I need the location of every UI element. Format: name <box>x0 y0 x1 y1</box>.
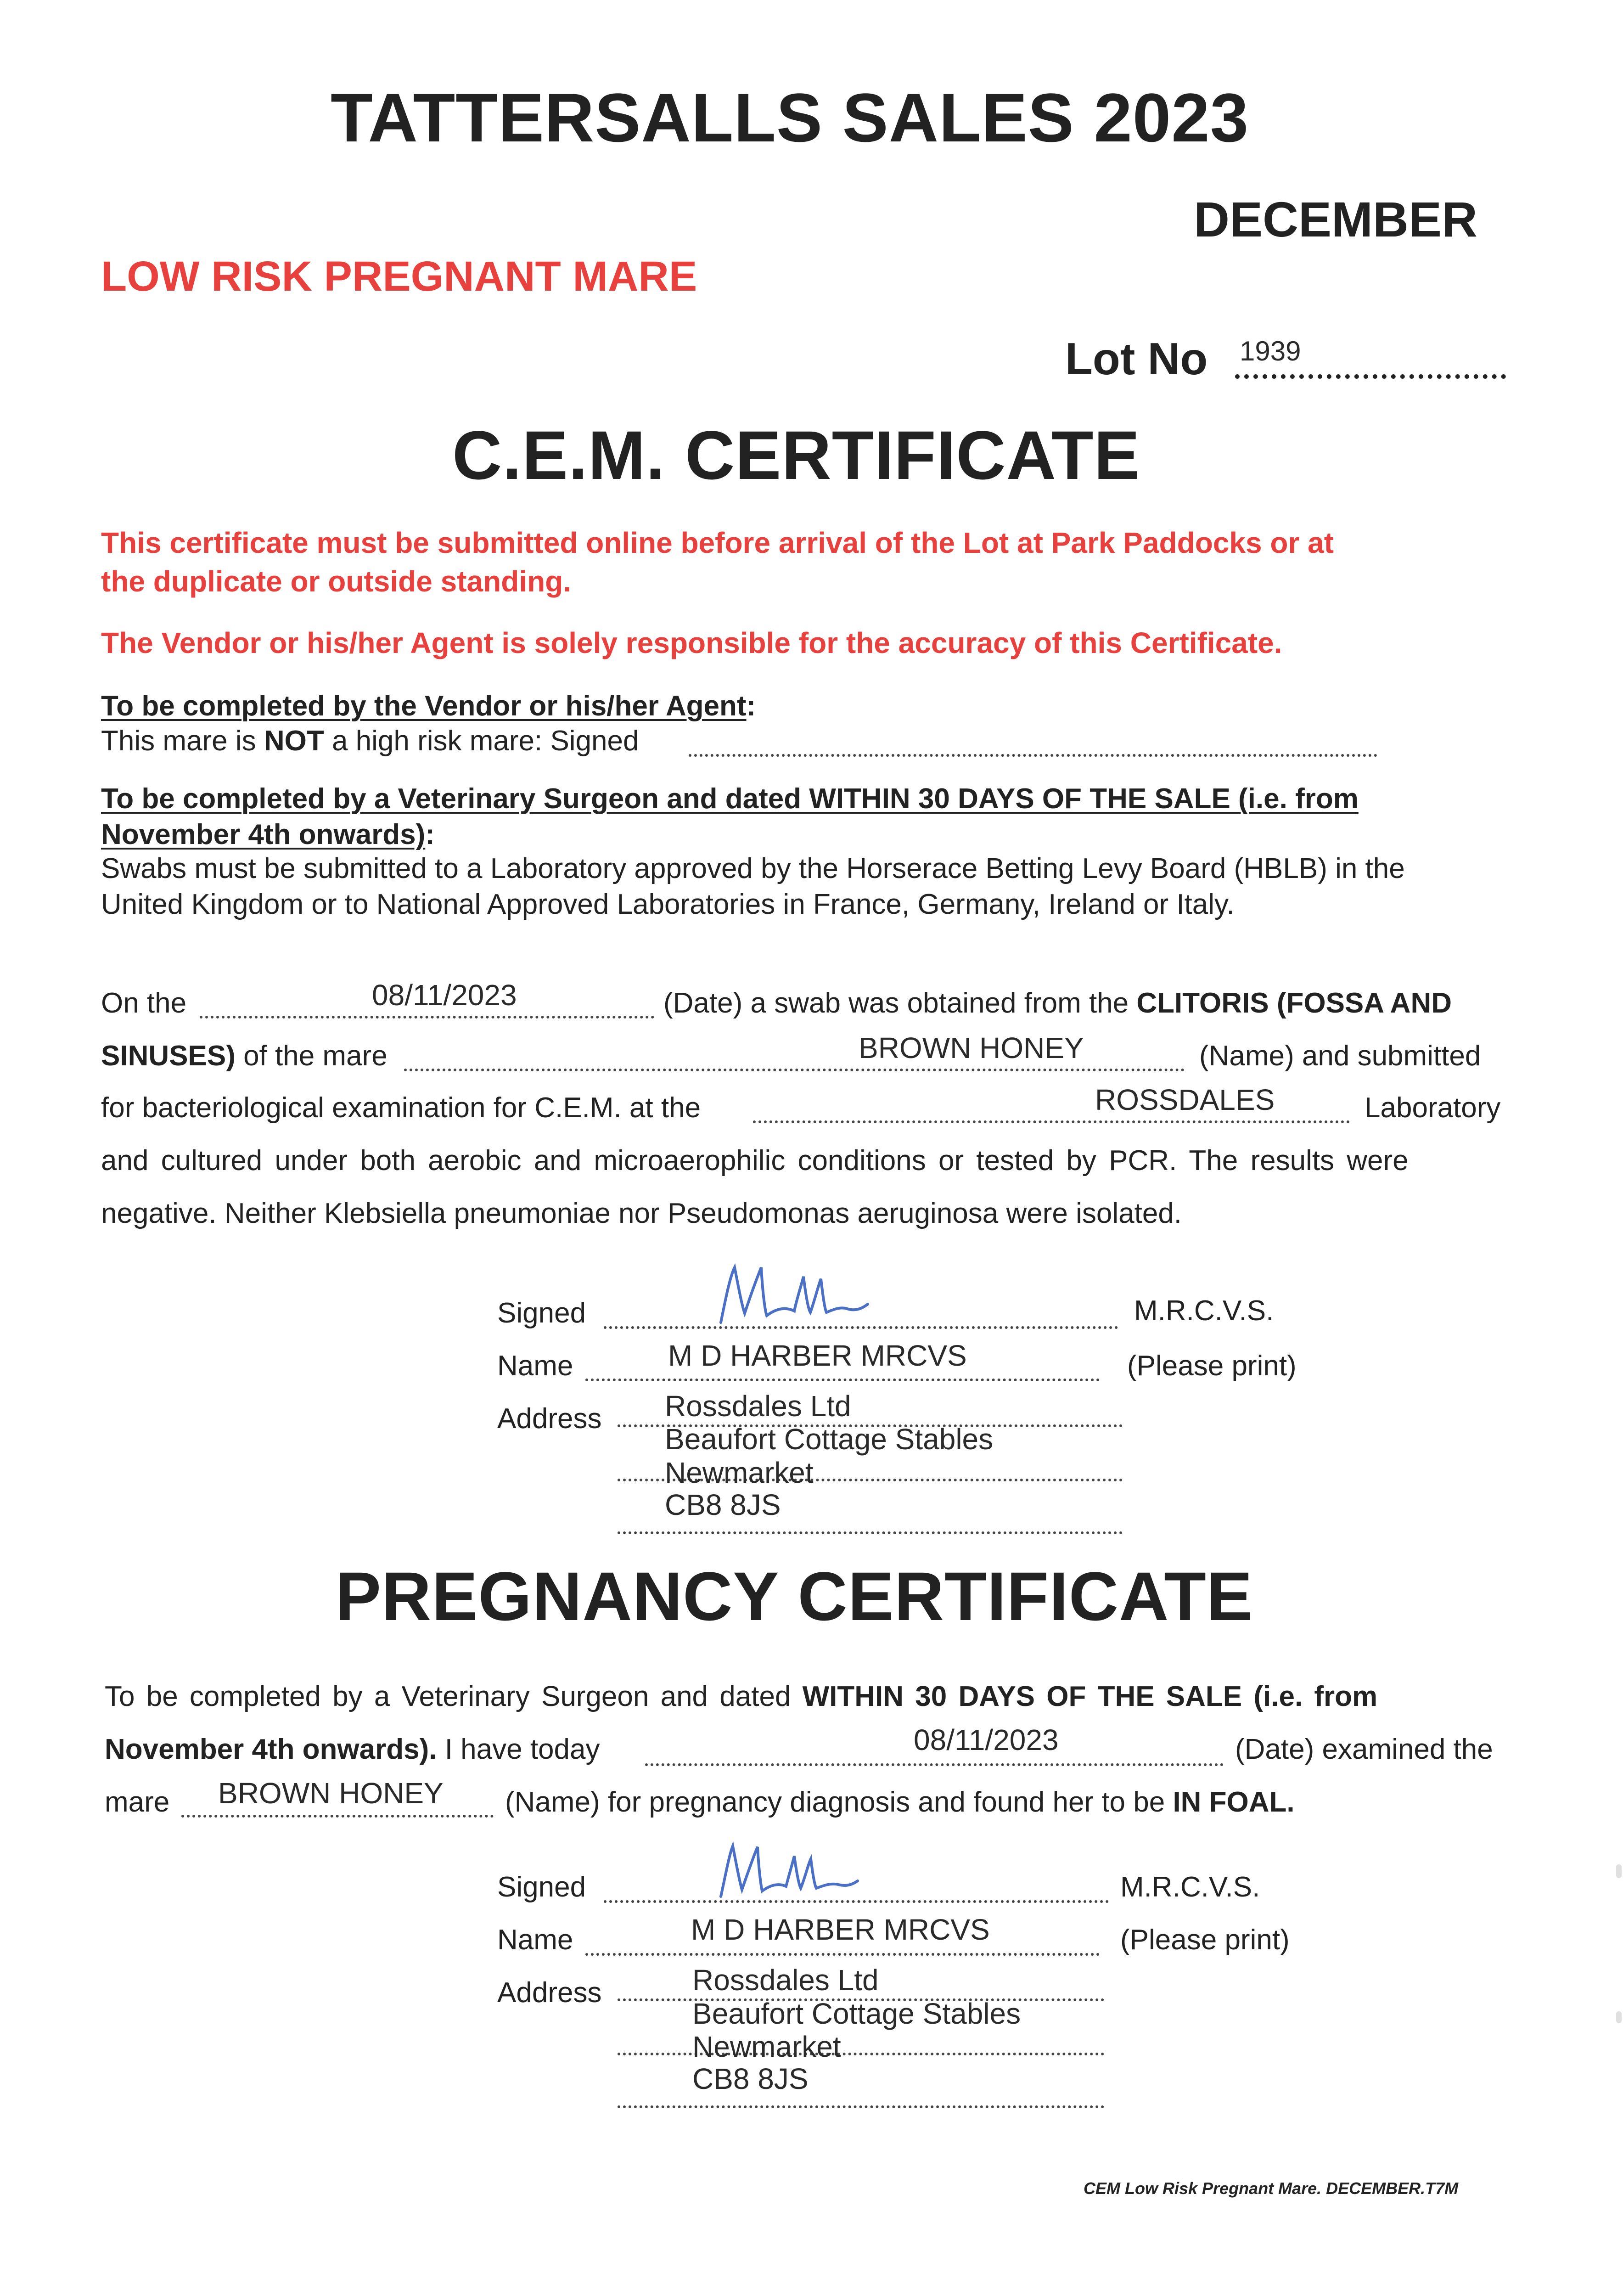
preg-signature-image <box>716 1837 863 1901</box>
scan-edge-mark <box>1616 1864 1622 1878</box>
cem-address-1: Rossdales Ltd <box>665 1390 851 1423</box>
preg-vet-name: M D HARBER MRCVS <box>691 1913 990 1946</box>
culture-text: and cultured under both aerobic and microaerophilic conditions or tested by PCR. The results were <box>101 1145 1409 1176</box>
vet-heading-line2: November 4th onwards): <box>101 819 435 850</box>
notice-vendor-responsibility: The Vendor or his/her Agent is solely responsible for the accuracy of this Certificate. <box>101 626 1282 659</box>
preg-mare-label: mare <box>105 1786 170 1818</box>
cem-mrcvs-label: M.R.C.V.S. <box>1134 1295 1274 1327</box>
cem-signature-image <box>716 1258 882 1327</box>
preg-mare-name: BROWN HONEY <box>218 1777 444 1810</box>
preg-mrcvs-label: M.R.C.V.S. <box>1120 1871 1260 1903</box>
lot-label: Lot No <box>1065 333 1208 384</box>
preg-mare-line <box>181 1815 494 1818</box>
bacteriological-text: for bacteriological examination for C.E.M. at the <box>101 1092 701 1124</box>
preg-line2-start: November 4th onwards). I have today <box>105 1733 600 1765</box>
cem-name-label: Name <box>497 1350 573 1382</box>
notice-submit-line2: the duplicate or outside standing. <box>101 565 572 598</box>
vendor-signature-line <box>689 754 1377 757</box>
risk-category: LOW RISK PREGNANT MARE <box>101 253 697 300</box>
cem-address-4: CB8 8JS <box>665 1488 781 1521</box>
cem-address-3: Newmarket <box>665 1456 814 1489</box>
name-submitted-text: (Name) and submitted <box>1199 1040 1481 1072</box>
cem-please-print: (Please print) <box>1127 1350 1297 1382</box>
cem-name-line <box>585 1379 1100 1381</box>
cem-signed-label: Signed <box>497 1297 586 1329</box>
swab-obtained-text: (Date) a swab was obtained from the CLITORIS (FOSSA AND <box>663 987 1452 1019</box>
cem-title: C.E.M. CERTIFICATE <box>452 416 1140 494</box>
preg-address-line2 <box>618 2053 1104 2055</box>
swab-sinuses-text: SINUSES) of the mare <box>101 1040 387 1072</box>
preg-name-label: Name <box>497 1924 573 1956</box>
preg-please-print: (Please print) <box>1120 1924 1290 1956</box>
lot-number-line <box>1235 374 1506 379</box>
preg-address-line3 <box>618 2105 1104 2108</box>
preg-address-4: CB8 8JS <box>692 2062 809 2095</box>
swab-date: 08/11/2023 <box>372 979 517 1012</box>
preg-line1: To be completed by a Veterinary Surgeon and dated WITHIN 30 DAYS OF THE SALE (i.e. from <box>105 1681 1378 1712</box>
swab-requirement-line1: Swabs must be submitted to a Laboratory approved by the Horserace Betting Levy Board (HBLB) in the <box>101 853 1405 884</box>
negative-result-text: negative. Neither Klebsiella pneumoniae nor Pseudomonas aeruginosa were isolated. <box>101 1198 1182 1229</box>
preg-signed-label: Signed <box>497 1871 586 1903</box>
cem-mare-name: BROWN HONEY <box>859 1031 1084 1064</box>
mare-name-line <box>404 1069 1185 1071</box>
preg-address-3: Newmarket <box>692 2030 841 2063</box>
laboratory-line <box>753 1120 1350 1123</box>
laboratory-name: ROSSDALES <box>1095 1083 1275 1116</box>
preg-result-text: (Name) for pregnancy diagnosis and found her to be IN FOAL. <box>505 1786 1295 1818</box>
sale-month: DECEMBER <box>1194 191 1478 247</box>
document-title: TATTERSALLS SALES 2023 <box>331 79 1249 156</box>
swab-date-line <box>200 1016 654 1019</box>
cem-address-label: Address <box>497 1403 602 1435</box>
scan-edge-mark <box>1616 2011 1622 2023</box>
pregnancy-title: PREGNANCY CERTIFICATE <box>335 1558 1253 1635</box>
preg-address-2: Beaufort Cottage Stables <box>692 1997 1021 2030</box>
form-code-footer: CEM Low Risk Pregnant Mare. DECEMBER.T7M <box>1084 2179 1459 2198</box>
preg-date-line <box>645 1763 1224 1766</box>
preg-name-line <box>585 1953 1100 1956</box>
notice-submit-line1: This certificate must be submitted online before arrival of the Lot at Park Paddocks or at <box>101 526 1334 559</box>
preg-address-label: Address <box>497 1977 602 2009</box>
cem-vet-name: M D HARBER MRCVS <box>668 1339 967 1372</box>
preg-exam-date: 08/11/2023 <box>914 1723 1059 1756</box>
laboratory-label: Laboratory <box>1365 1092 1501 1124</box>
lot-number: 1939 <box>1240 336 1301 366</box>
preg-address-1: Rossdales Ltd <box>692 1964 879 1997</box>
cem-address-2: Beaufort Cottage Stables <box>665 1423 994 1456</box>
vendor-declaration: This mare is NOT a high risk mare: Signed <box>101 725 639 757</box>
cem-address-line3 <box>618 1531 1123 1534</box>
swab-requirement-line2: United Kingdom or to National Approved Laboratories in France, Germany, Ireland or Italy. <box>101 889 1235 920</box>
vet-heading-line1: To be completed by a Veterinary Surgeon and dated WITHIN 30 DAYS OF THE SALE (i.e. from <box>101 783 1359 815</box>
vendor-heading: To be completed by the Vendor or his/her Agent: <box>101 690 756 722</box>
preg-examined-text: (Date) examined the <box>1235 1733 1493 1765</box>
swab-on-the: On the <box>101 987 187 1019</box>
